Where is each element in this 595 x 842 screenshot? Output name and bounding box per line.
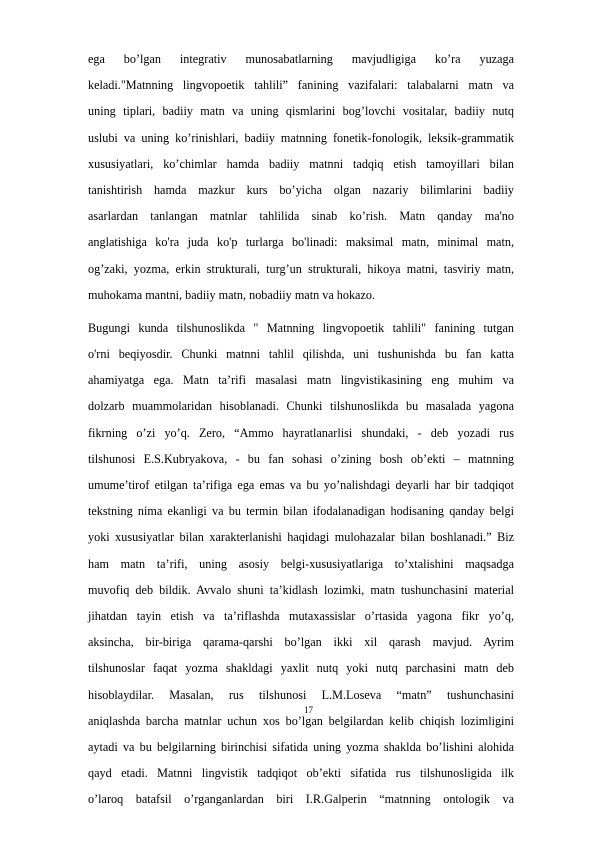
- text-line: aytadi va bu belgilarning birinchisi sifatida uning yozma shaklda bo’lishini alohida: [88, 739, 514, 754]
- text-line: asarlardan tanlangan matnlar tahlilida sinab ko’rish. Matn qanday ma'no: [88, 209, 514, 224]
- text-line: hisoblaydilar. Masalan, rus tilshunosi L.M.Loseva “matn” tushunchasini: [88, 687, 514, 702]
- text-line: tilshunoslar faqat yozma shakldagi yaxlit nutq yoki nutq parchasini matn deb: [88, 661, 514, 676]
- text-line: qayd etadi. Matnni lingvistik tadqiqot ob’ekti sifatida rus tilshunosligida ilk: [88, 766, 514, 781]
- document-page: [88, 46, 514, 812]
- text-line: Bugungi kunda tilshunoslikda " Matnning lingvopoetik tahlili" fanining tutgan: [88, 320, 514, 335]
- text-line: xususiyatlari, ko’chimlar hamda badiiy matnni tadqiq etish tamoyillari bilan: [88, 156, 514, 171]
- text-line: muhokama mantni, badiiy matn, nobadiiy matn va hokazo.: [88, 287, 376, 302]
- text-line: og’zaki, yozma, erkin strukturali, turg’un strukturali, hikoya matni, tasviriy matn,: [88, 261, 514, 276]
- text-line: jihatdan tayin etish va ta’riflashda mutaxassislar o’rtasida yagona fikr yo’q,: [88, 608, 514, 623]
- text-line: aniqlashda barcha matnlar uchun xos bo’lgan belgilardan kelib chiqish lozimligini: [88, 713, 514, 728]
- paragraph-1: [88, 46, 514, 308]
- text-line: umume’tirof etilgan ta’rifiga ega emas va bu yo’nalishdagi deyarli har bir tadqiqot: [88, 478, 514, 492]
- text-line: fikrning o’zi yo’q. Zero, “Ammo hayratlanarlisi shundaki, - deb yozadi rus: [88, 425, 514, 440]
- paragraph-spacer: [88, 308, 514, 315]
- text-line: ega bo’lgan integrativ munosabatlarning mavjudligiga ko’ra yuzaga: [88, 52, 514, 66]
- text-line: aksincha, bir-biriga qarama-qarshi bo’lgan ikki xil qarash mavjud. Ayrim: [88, 635, 514, 650]
- text-line: keladi."Matnning lingvopoetik tahlili” fanining vazifalari: talabalarni matn va: [88, 78, 514, 93]
- text-line: o'rni beqiyosdir. Chunki matnni tahlil qilishda, uni tushunishda bu fan katta: [88, 347, 514, 362]
- text-line: tilshunosi E.S.Kubryakova, - bu fan sohasi o’zining bosh ob’ekti – matnning: [88, 451, 514, 466]
- text-line: uslubi va uning ko’rinishlari, badiiy matnning fonetik-fonologik, leksik-grammatik: [88, 130, 514, 145]
- text-line: o’laroq batafsil o’rganganlardan biri I.R.Galperin “matnning ontologik va: [88, 792, 514, 807]
- text-line: ahamiyatga ega. Matn ta’rifi masalasi matn lingvistikasining eng muhim va: [88, 373, 514, 388]
- text-line: tekstning nima ekanligi va bu termin bilan ifodalanadigan hodisaning qanday belgi: [88, 504, 514, 519]
- text-line: uning tiplari, badiiy matn va uning qismlarini bog’lovchi vositalar, badiiy nutq: [88, 104, 514, 119]
- text-line: ham matn ta’rifi, uning asosiy belgi-xususiyatlariga to’xtalishini maqsadga: [88, 556, 514, 571]
- text-line: muvofiq deb bildik. Avvalo shuni ta’kidlash lozimki, matn tushunchasini material: [88, 582, 514, 597]
- text-line: dolzarb muammolaridan hisoblanadi. Chunki tilshunoslikda bu masalada yagona: [88, 399, 514, 414]
- text-line: tanishtirish hamda mazkur kurs bo’yicha olgan nazariy bilimlarini badiiy: [88, 182, 514, 197]
- text-line: yoki xususiyatlar bilan xarakterlanishi haqidagi mulohazalar bilan boshlanadi.” Biz: [88, 530, 514, 545]
- page-number: 17: [304, 705, 313, 715]
- text-line: anglatishiga ko'ra juda ko'p turlarga bo'linadi: maksimal matn, minimal matn,: [88, 235, 514, 250]
- paragraph-2: [88, 315, 514, 813]
